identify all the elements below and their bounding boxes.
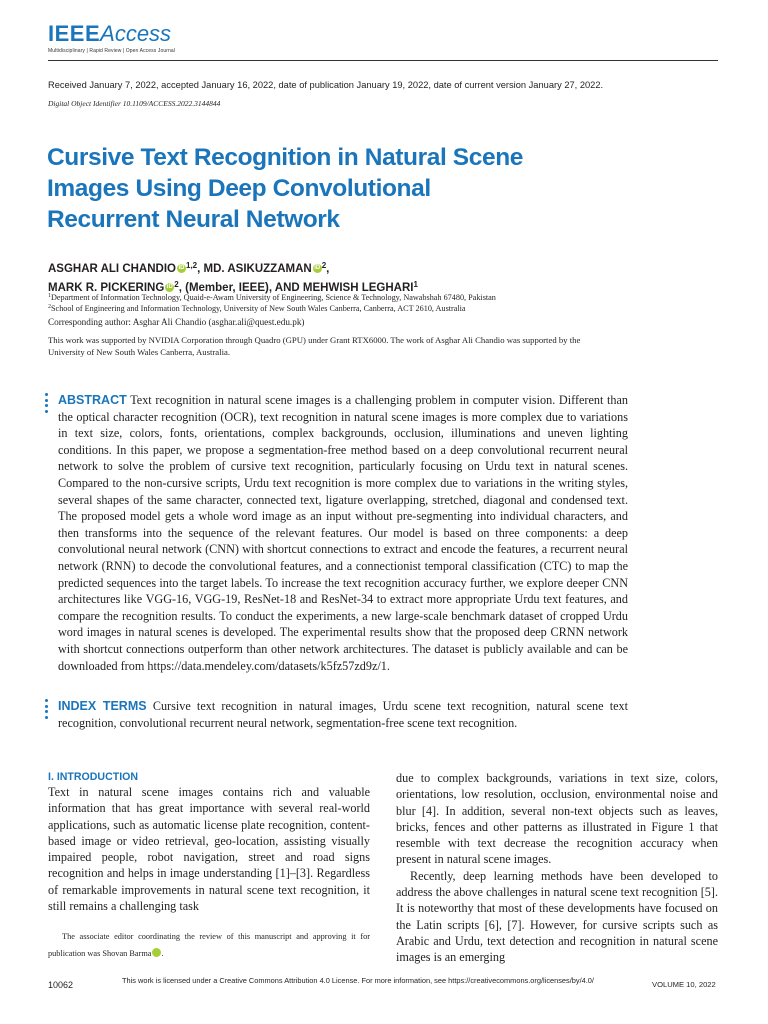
volume-label: VOLUME 10, 2022 [652, 980, 716, 989]
affiliation-text: Department of Information Technology, Quaid-e-Awam University of Engineering, Science & Technology, Nawabshah 67480, Pakistan [51, 293, 496, 302]
funding-note: This work was supported by NVIDIA Corporation through Quadro (GPU) under Grant RTX6000. The work of Asghar Ali Chandio was supported by the University of New South Wales Canberra, Australia. [48, 335, 581, 357]
page-number: 10062 [48, 980, 74, 990]
intro-right-column [396, 770, 718, 966]
author-affiliation-mark: 2 [174, 280, 179, 289]
paper-title [47, 142, 607, 235]
author-line-1 [48, 258, 728, 277]
author-affiliation-mark: 1,2 [186, 261, 198, 270]
orcid-icon[interactable]: iD [166, 284, 173, 290]
abstract [58, 392, 628, 674]
journal-tagline: Multidisciplinary | Rapid Review | Open Access Journal [48, 48, 175, 54]
abstract-marker-dots [45, 393, 51, 415]
author-affiliation-mark: 2 [321, 261, 327, 270]
received-dates: Received January 7, 2022, accepted January 16, 2022, date of publication January 19, 2022, date of current version January 27, 2022. [48, 80, 604, 90]
title-line-1: Cursive Text Recognition in Natural Scene [47, 144, 523, 171]
editor-footnote [48, 928, 370, 962]
affiliation-number: 1 [48, 293, 51, 299]
logo-bold-text: IEEE [48, 21, 101, 46]
intro-paragraph-2: Recently, deep learning methods have been developed to address the above challenges in natural scene text recognition [5]. It is noteworthy that most of these developments have focused on the Latin scripts [6], [7]. However, for cursive scripts such as Arabic and Urdu, text detection and recognition in natural scene images is an emerging [396, 868, 718, 965]
abstract-label: ABSTRACT [58, 393, 127, 407]
author-affiliation-mark: 1 [413, 280, 418, 289]
orcid-icon[interactable]: iD [314, 265, 321, 271]
journal-logo [48, 22, 175, 54]
intro-left-column [48, 770, 370, 914]
orcid-icon[interactable]: iD [152, 948, 161, 957]
title-line-3: Recurrent Neural Network [47, 206, 340, 233]
doi-line: Digital Object Identifier 10.1109/ACCESS.2022.3144844 [48, 99, 221, 108]
author-separator: , [326, 263, 330, 275]
footnote-end: . [161, 949, 164, 958]
index-terms [58, 698, 628, 731]
affiliation-2 [48, 302, 728, 314]
header-divider [48, 60, 718, 61]
affiliation-number: 2 [48, 304, 51, 310]
affiliation-text: School of Engineering and Information Technology, University of New South Wales Canberra, Canberra, ACT 2610, Australia [51, 304, 466, 313]
title-line-2: Images Using Deep Convolutional [47, 175, 431, 202]
intro-paragraph-1: Text in natural scene images contains rich and valuable information that has great importance with several real-world applications, such as automatic license plate recognition, content-based image or video retrieval, geo-location, assisting visually impaired people, robot navigation, street and road signs recognition and helps in image understanding [1]–[3]. Regardless of remarkable improvements in natural scene text recognition, it still remains a challenging task [48, 785, 370, 914]
section-heading-introduction: I. INTRODUCTION [48, 771, 139, 783]
author-name: , (Member, IEEE), AND MEHWISH LEGHARI [178, 282, 414, 294]
author-name: ASGHAR ALI CHANDIO [48, 263, 176, 275]
license-line: This work is licensed under a Creative Commons Attribution 4.0 License. For more information, see https://creativecommons.org/licenses/by/4.0/ [122, 976, 594, 985]
index-terms-label: INDEX TERMS [58, 699, 147, 713]
author-name: MARK R. PICKERING [48, 282, 165, 294]
author-name: , MD. ASIKUZZAMAN [197, 263, 312, 275]
footnote-text: The associate editor coordinating the review of this manuscript and approving it for publication was Shovan Barma [48, 932, 370, 958]
logo-italic-text: Access [100, 21, 172, 46]
index-terms-marker-dots [45, 699, 51, 721]
orcid-icon[interactable]: iD [178, 265, 185, 271]
index-terms-text: Cursive text recognition in natural images, Urdu scene text recognition, natural scene text recognition, convolutional recurrent neural network, segmentation-free scene text recognition. [58, 699, 628, 730]
abstract-text: Text recognition in natural scene images is a challenging problem in computer vision. Different than the optical character recognition (OCR), text recognition in natural scene images is more complex due to variations in text size, colors, fonts, orientations, complex backgrounds, occlusion, illuminations and uneven lighting conditions. In this paper, we propose a segmentation-free method based on a deep convolutional recurrent neural network to solve the problem of cursive text recognition, particularly focusing on Urdu text in natural scenes. Compared to the non-cursive scripts, Urdu text recognition is more complex due to variations in the writing styles, several shapes of the same character, connected text, ligature overlapping, stretched, diagonal and condensed text. The proposed model gets a whole word image as an input without pre-segmenting into individual characters, and then transforms into the sequence of the relevant features. Our model is based on three components: a deep convolutional neural network (CNN) with shortcut connections to extract and encode the features, a recurrent neural network (RNN) to decode the convolutional features, and a connectionist temporal classification (CTC) to map the predicted sequences into the target labels. To increase the text recognition accuracy further, we explore deeper CNN architectures like VGG-16, VGG-19, ResNet-18 and ResNet-34 to extract more appropriate Urdu text features, and compare the recognition results. To conduct the experiments, a new large-scale benchmark dataset of cropped Urdu word images in natural scenes is developed. The experimental results show that the proposed deep CRNN network with shortcut connections outperform than other network architectures. The dataset is publicly available and can be downloaded from https://data.mendeley.com/datasets/k5fz57zd9z/1. [58, 393, 629, 673]
corresponding-author: Corresponding author: Asghar Ali Chandio (asghar.ali@quest.edu.pk) [48, 317, 305, 327]
intro-paragraph-1-continued: due to complex backgrounds, variations in text size, colors, orientations, low resolution, occlusion, environmental noise and blur [4]. In addition, several non-text objects such as leaves, bricks, fences and other patterns as illustrated in Figure 1 that resemble with text decrease the recognition accuracy when present in natural scene images. [396, 771, 718, 867]
